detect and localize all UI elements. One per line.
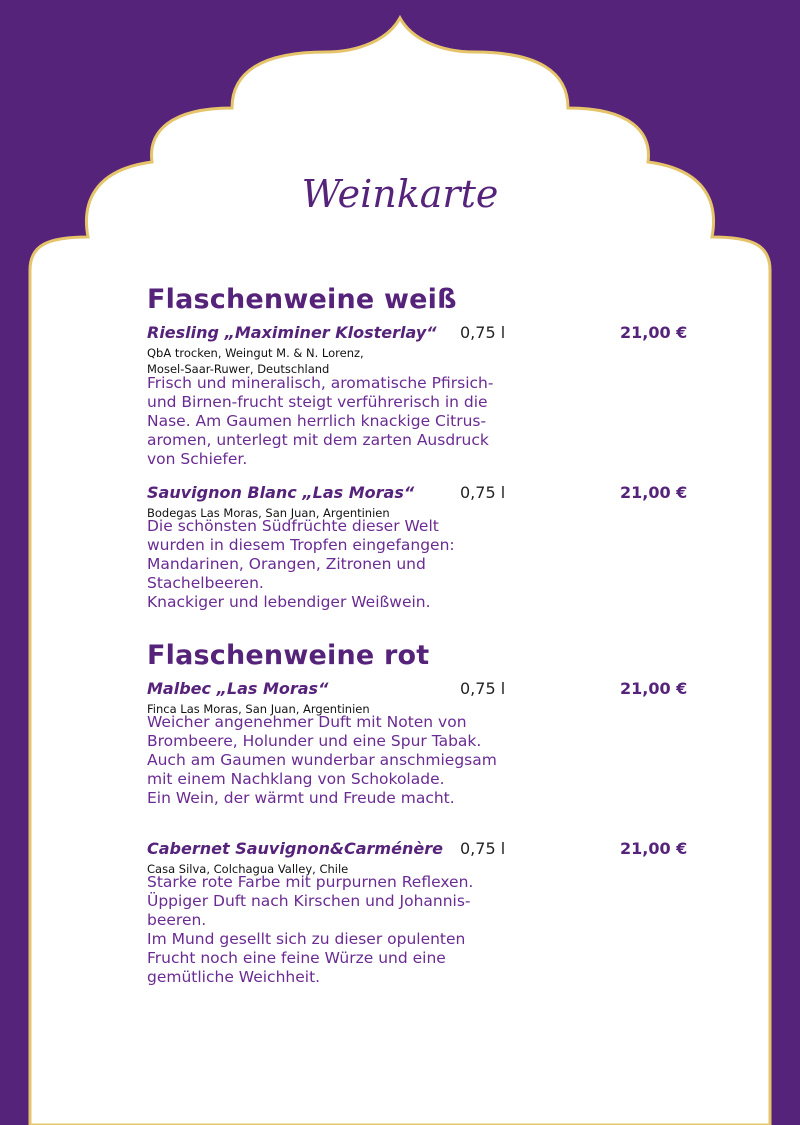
- wine-name: Malbec „Las Moras“: [147, 679, 329, 698]
- wine-name: Cabernet Sauvignon&Carménère: [147, 839, 443, 858]
- description-line: Frisch und mineralisch, aromatische Pfirsich-: [147, 374, 494, 392]
- wine-description: [147, 873, 527, 987]
- description-line: Ein Wein, der wärmt und Freude macht.: [147, 789, 455, 807]
- description-line: Knackiger und lebendiger Weißwein.: [147, 593, 431, 611]
- description-line: Stachelbeeren.: [147, 574, 264, 592]
- description-line: Weicher angenehmer Duft mit Noten von: [147, 713, 467, 731]
- wine-origin: [147, 345, 447, 377]
- wine-name: Riesling „Maximiner Klosterlay“: [147, 323, 437, 342]
- origin-line: Bodegas Las Moras, San Juan, Argentinien: [147, 506, 390, 520]
- wine-price: 21,00 €: [620, 323, 688, 342]
- description-line: Brombeere, Holunder und eine Spur Tabak.: [147, 732, 482, 750]
- wine-price: 21,00 €: [620, 839, 688, 858]
- description-line: aromen, unterlegt mit dem zarten Ausdruck: [147, 431, 489, 449]
- description-line: wurden in diesem Tropfen eingefangen:: [147, 536, 455, 554]
- wine-volume: 0,75 l: [460, 483, 506, 502]
- section-title-white: Flaschenweine weiß: [147, 284, 457, 315]
- origin-line: QbA trocken, Weingut M. & N. Lorenz,: [147, 346, 364, 360]
- wine-volume: 0,75 l: [460, 839, 506, 858]
- wine-volume: 0,75 l: [460, 679, 506, 698]
- description-line: Frucht noch eine feine Würze und eine: [147, 949, 446, 967]
- wine-volume: 0,75 l: [460, 323, 506, 342]
- description-line: Mandarinen, Orangen, Zitronen und: [147, 555, 426, 573]
- origin-line: Finca Las Moras, San Juan, Argentinien: [147, 702, 370, 716]
- description-line: beeren.: [147, 911, 207, 929]
- description-line: Nase. Am Gaumen herrlich knackige Citrus-: [147, 412, 487, 430]
- description-line: Die schönsten Südfrüchte dieser Welt: [147, 517, 439, 535]
- description-line: und Birnen-frucht steigt verführerisch in die: [147, 393, 488, 411]
- wine-description: [147, 713, 527, 808]
- description-line: gemütliche Weichheit.: [147, 968, 321, 986]
- wine-price: 21,00 €: [620, 679, 688, 698]
- origin-line: Mosel-Saar-Ruwer, Deutschland: [147, 362, 330, 376]
- description-line: Im Mund gesellt sich zu dieser opulenten: [147, 930, 466, 948]
- description-line: von Schiefer.: [147, 450, 248, 468]
- wine-description: [147, 517, 527, 612]
- description-line: Üppiger Duft nach Kirschen und Johannis-: [147, 892, 471, 910]
- wine-price: 21,00 €: [620, 483, 688, 502]
- description-line: Starke rote Farbe mit purpurnen Reflexen.: [147, 873, 474, 891]
- description-line: mit einem Nachklang von Schokolade.: [147, 770, 445, 788]
- origin-line: Casa Silva, Colchagua Valley, Chile: [147, 862, 349, 876]
- description-line: Auch am Gaumen wunderbar anschmiegsam: [147, 751, 497, 769]
- wine-name: Sauvignon Blanc „Las Moras“: [147, 483, 415, 502]
- section-title-red: Flaschenweine rot: [147, 640, 430, 671]
- wine-description: [147, 374, 527, 469]
- page-title: Weinkarte: [301, 172, 499, 216]
